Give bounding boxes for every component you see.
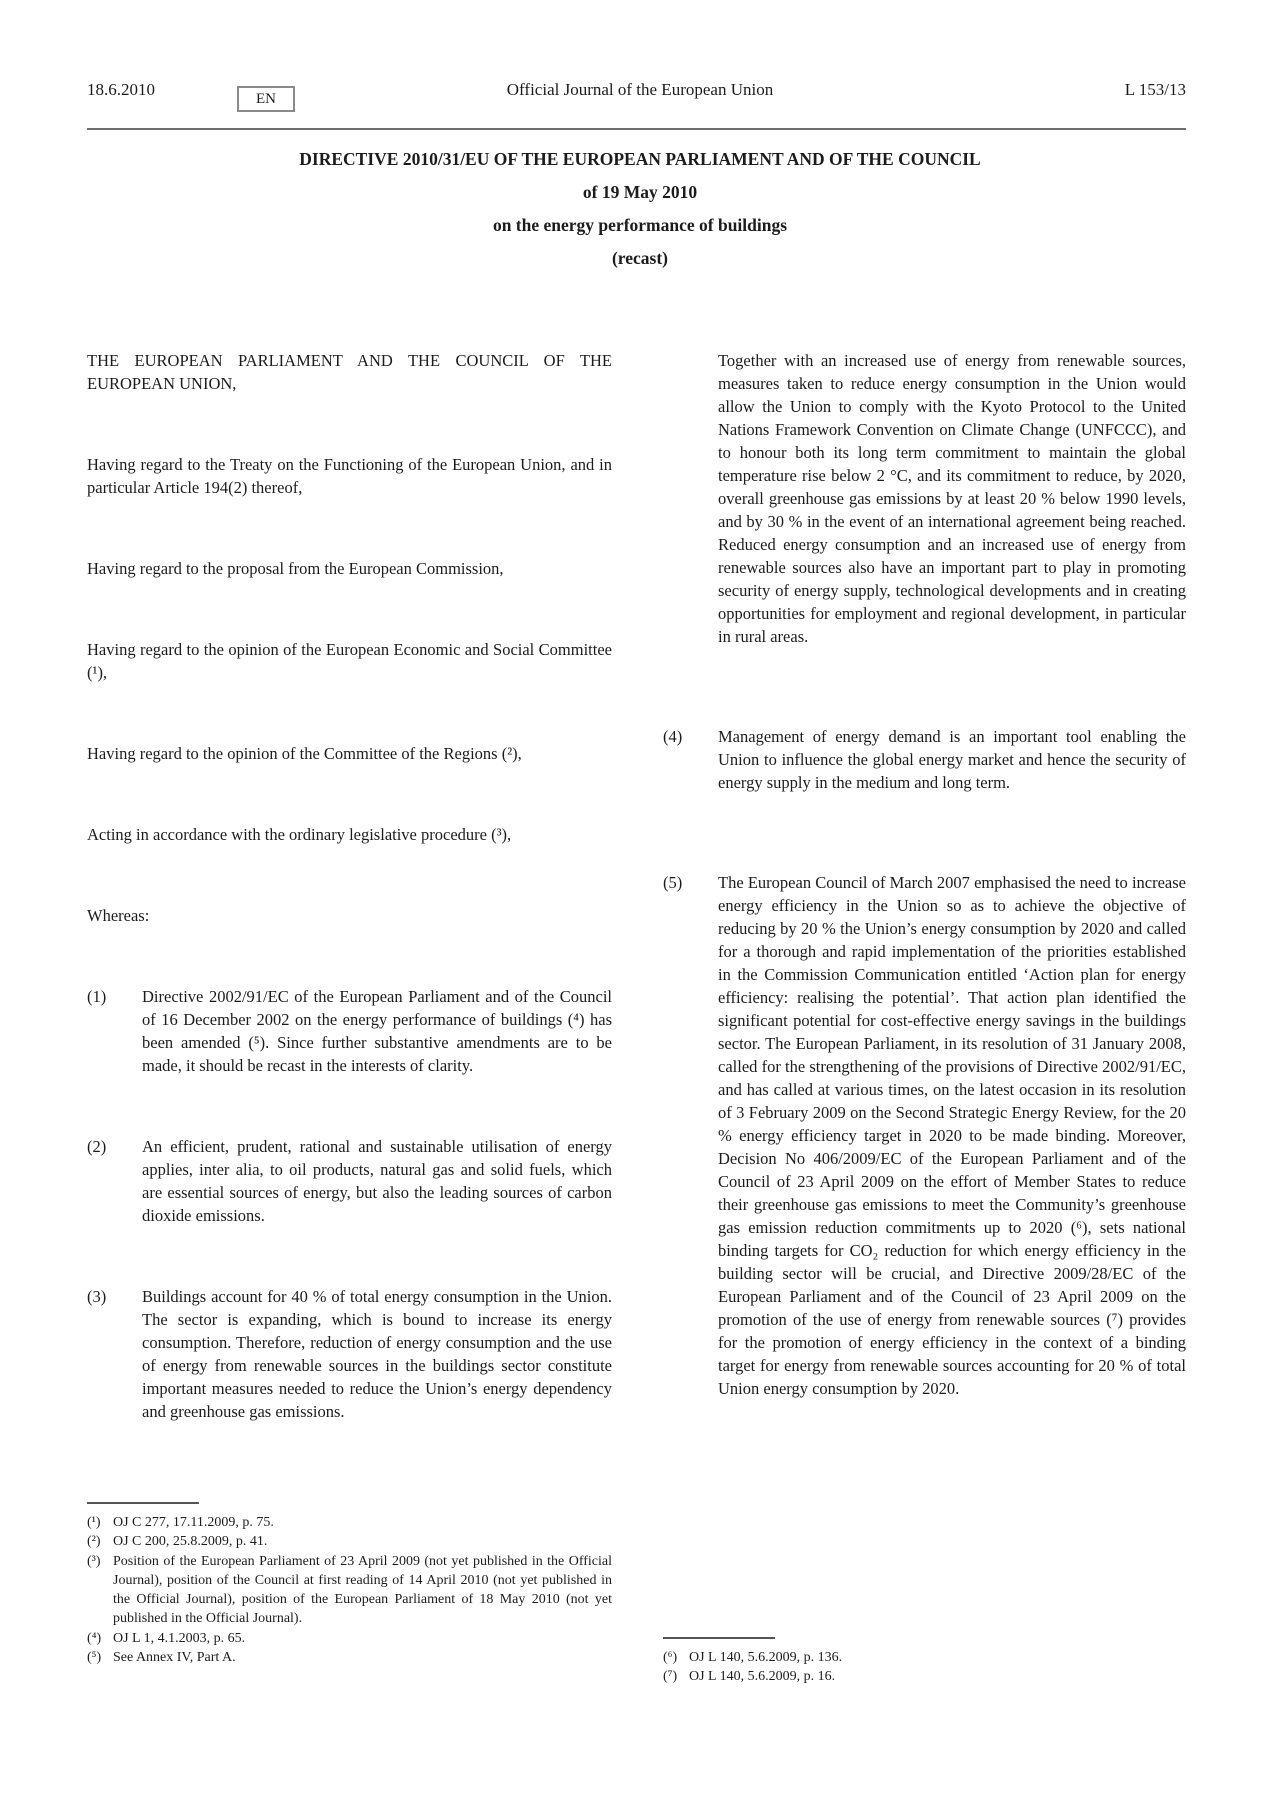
recital-5 — [663, 871, 1186, 1400]
right-column — [663, 349, 1186, 1477]
footnote-4 — [87, 1629, 612, 1648]
recital-1 — [87, 985, 612, 1077]
preamble-cor-citation: Having regard to the opinion of the Committee of the Regions (²), — [87, 744, 522, 763]
directive-recast-note: (recast) — [611, 248, 669, 268]
recital-number: (3) — [87, 1287, 107, 1306]
footnote-5 — [87, 1648, 612, 1667]
footnote-text: OJ L 140, 5.6.2009, p. 136. — [689, 1650, 843, 1665]
recital-3 — [87, 1285, 612, 1423]
preamble-enacting-parties: THE EUROPEAN PARLIAMENT AND THE COUNCIL OF THE EUROPEAN UNION, — [87, 351, 612, 393]
footnote-rule — [87, 1502, 199, 1504]
whereas-heading: Whereas: — [87, 906, 150, 925]
footnote-text: Position of the European Parliament of 23 April 2009 (not yet published in the Official Journal), position of the Council at first reading of 14 April 2010 (not yet published in the Official Journal), position of the European Parliament of 18 May 2010 (not yet published in the Official Journal). — [113, 1553, 612, 1627]
footnote-text: OJ L 1, 4.1.2003, p. 65. — [113, 1630, 246, 1646]
footnote-marker: (⁷) — [663, 1669, 678, 1685]
recital-2 — [87, 1135, 612, 1227]
footnote-1 — [87, 1513, 612, 1532]
footnote-text: OJ L 140, 5.6.2009, p. 16. — [689, 1669, 836, 1685]
left-column — [87, 349, 612, 1481]
footnote-2 — [87, 1532, 612, 1551]
recital-text: Management of energy demand is an important tool enabling the Union to influence the global energy market and hence the security of energy supply in the medium and long term. — [718, 727, 1186, 792]
recital-number: (2) — [87, 1137, 107, 1156]
footnote-marker: (²) — [87, 1534, 101, 1550]
recital-text: An efficient, prudent, rational and sustainable utilisation of energy applies, inter alia, to oil products, natural gas and solid fuels, which are essential sources of energy, but also the leading sources of carbon dioxide emissions. — [142, 1137, 612, 1225]
page-reference: L 153/13 — [1124, 80, 1186, 99]
recital-4 — [663, 725, 1186, 794]
header-rule — [87, 128, 1186, 130]
preamble-proposal-citation: Having regard to the proposal from the European Commission, — [87, 559, 504, 578]
footnote-6 — [663, 1648, 1186, 1667]
footnote-3 — [87, 1552, 612, 1629]
recital-text: Buildings account for 40 % of total energy consumption in the Union. The sector is expanding, which is bound to increase its energy consumption. Therefore, reduction of energy consumption and the use of energy from renewable sources in the buildings sector constitute important measures needed to reduce the Union’s energy dependency and greenhouse gas emissions. — [142, 1287, 612, 1421]
footnote-marker: (³) — [87, 1553, 101, 1569]
directive-title: DIRECTIVE 2010/31/EU OF THE EUROPEAN PARLIAMENT AND OF THE COUNCIL — [299, 149, 981, 169]
recital-number: (5) — [663, 873, 683, 892]
recital-text: Directive 2002/91/EC of the European Parliament and of the Council of 16 December 2002 on the energy performance of buildings (⁴) has been amended (⁵). Since further substantive amendments are to be made, it should be recast in the interests of clarity. — [142, 987, 612, 1075]
footnote-marker: (⁴) — [87, 1630, 102, 1646]
footnote-text: OJ C 200, 25.8.2009, p. 41. — [113, 1534, 268, 1550]
directive-subject: on the energy performance of buildings — [492, 215, 788, 235]
document-title-block — [0, 150, 1280, 282]
journal-title: Official Journal of the European Union — [506, 80, 774, 99]
recital-number: (4) — [663, 727, 683, 746]
right-footnotes — [663, 1637, 1186, 1687]
footnote-marker: (⁶) — [663, 1650, 678, 1665]
preamble-eesc-citation: Having regard to the opinion of the European Economic and Social Committee (¹), — [87, 640, 612, 682]
footnote-marker: (¹) — [87, 1515, 101, 1530]
language-code-box: EN — [237, 86, 295, 112]
footnote-marker: (⁵) — [87, 1650, 102, 1666]
directive-date: of 19 May 2010 — [582, 182, 698, 202]
header-date: 18.6.2010 — [87, 80, 155, 99]
recital-3-continuation: Together with an increased use of energy from renewable sources, measures taken to reduce energy consumption in the Union would allow the Union to comply with the Kyoto Protocol to the United Nations Framework Convention on Climate Change (UNFCCC), and to honour both its long term commitment to maintain the global temperature rise below 2 °C, and its commitment to reduce, by 2020, overall greenhouse gas emissions by at least 20 % below 1990 levels, and by 30 % in the event of an international agreement being reached. Reduced energy consumption and an increased use of energy from renewable sources also have an important part to play in promoting security of energy supply, technological developments and in creating opportunities for employment and regional development, in particular in rural areas. — [718, 351, 1186, 646]
preamble-treaty-citation: Having regard to the Treaty on the Functioning of the European Union, and in particular Article 194(2) thereof, — [87, 455, 612, 497]
footnote-rule — [663, 1637, 775, 1639]
recital-number: (1) — [87, 987, 107, 1006]
footnote-text: OJ C 277, 17.11.2009, p. 75. — [113, 1515, 274, 1530]
recital-text: The European Council of March 2007 emphasised the need to increase energy efficiency in the Union so as to achieve the objective of reducing by 20 % the Union’s energy consumption by 2020 and called for a thorough and rapid implementation of the priorities established in the Commission Communication entitled ‘Action plan for energy efficiency: realising the potential’. That action plan identified the significant potential for cost-effective energy savings in the buildings sector. The European Parliament, in its resolution of 31 January 2008, called for the strengthening of the provisions of Directive 2002/91/EC, and has called at various times, on the latest occasion in its resolution of 3 February 2009 on the Second Strategic Energy Review, for the 20 % energy efficiency target in 2020 to be made binding. Moreover, Decision No 406/2009/EC of the European Parliament and of the Council of 23 April 2009 on the effort of Member States to reduce their greenhouse gas emissions to meet the Community’s greenhouse gas emission reduction commitments up to 2020 (⁶), sets national binding targets for CO₂ reduction for which energy efficiency in the building sector will be crucial, and Directive 2009/28/EC of the European Parliament and of the Council of 23 April 2009 on the promotion of the use of energy from renewable sources (⁷) provides for the promotion of energy efficiency in the context of a binding target for energy from renewable sources accounting for 20 % of total Union energy consumption by 2020. — [718, 873, 1186, 1398]
footnote-7 — [663, 1667, 1186, 1686]
footnote-text: See Annex IV, Part A. — [113, 1650, 236, 1666]
preamble-procedure-citation: Acting in accordance with the ordinary legislative procedure (³), — [87, 825, 512, 844]
left-footnotes — [87, 1502, 612, 1667]
